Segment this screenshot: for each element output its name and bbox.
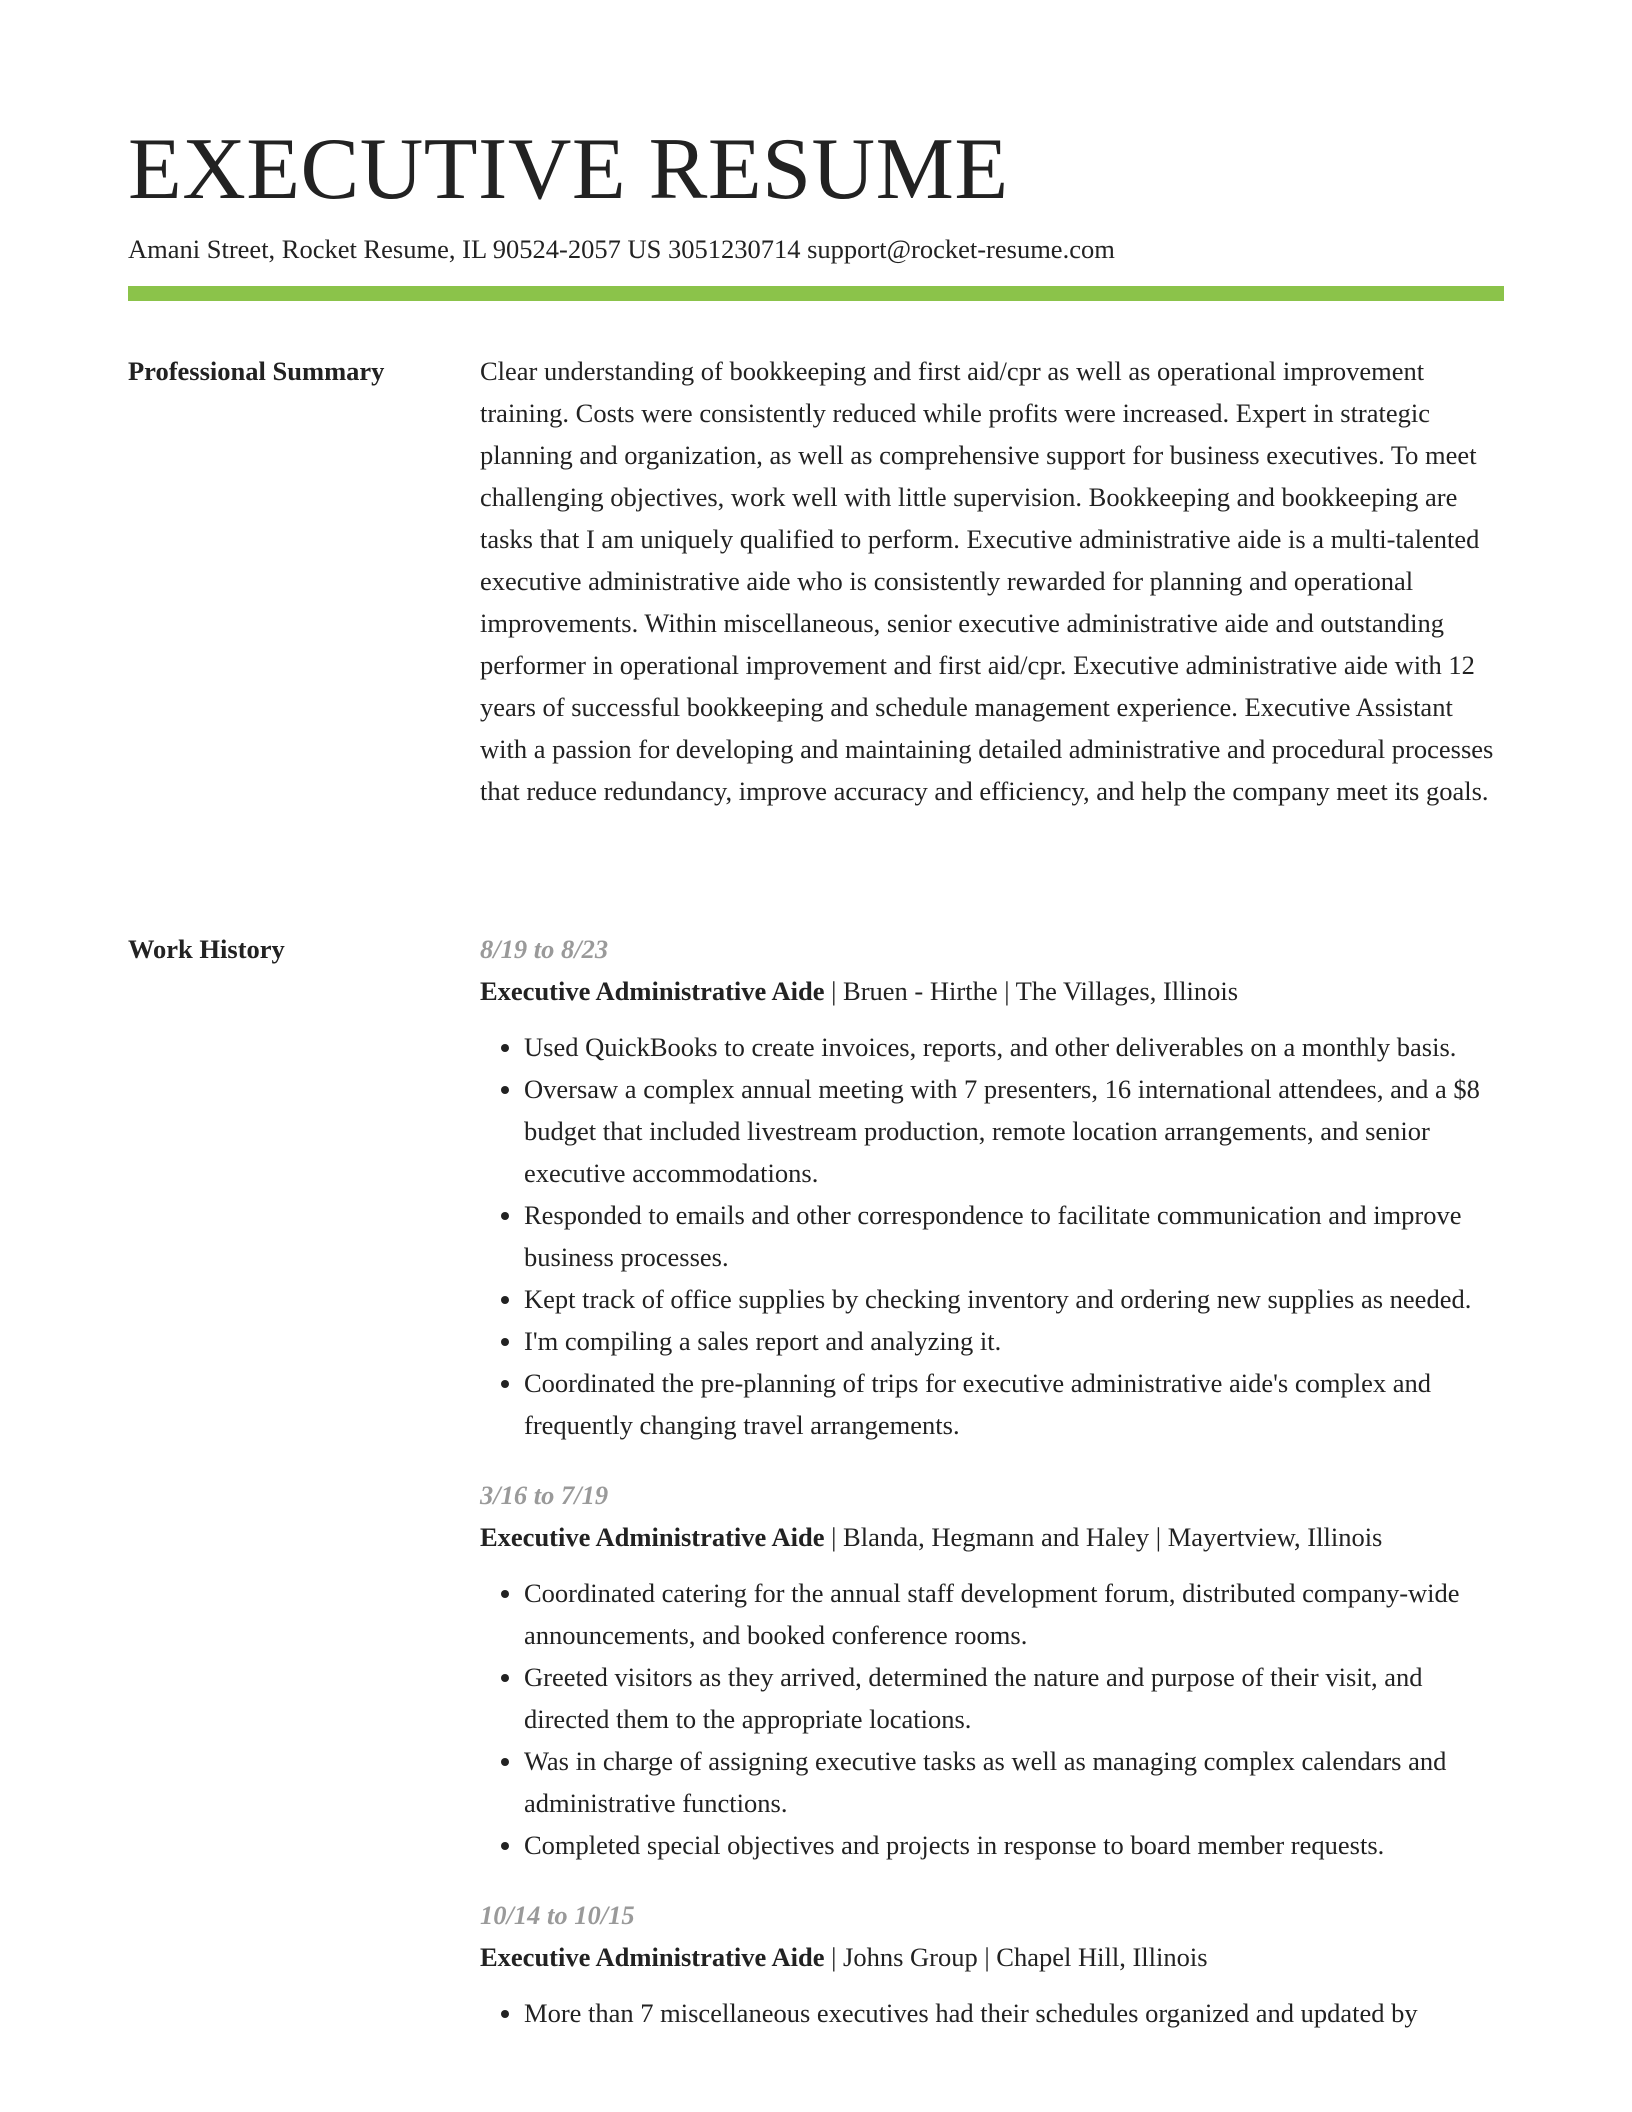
job-bullet-list <box>480 1026 1504 1446</box>
job-bullet: • More than 7 miscellaneous executives had their schedules organized and updated by <box>524 1992 1504 2034</box>
job-dates: 8/19 to 8/23 <box>480 934 609 964</box>
resume-title: EXECUTIVE RESUME <box>128 121 1009 218</box>
job-heading-line <box>480 1516 1504 1558</box>
job-employer-location: | Bruen - Hirthe | The Villages, Illinois <box>824 976 1239 1006</box>
job-heading-line <box>480 970 1504 1012</box>
work-history-body <box>480 928 1504 2062</box>
job-dates: 10/14 to 10/15 <box>480 1900 635 1930</box>
job-bullet: • Coordinated the pre-planning of trips for executive administrative aide's complex and frequently changing travel arrangements. <box>524 1362 1504 1446</box>
job-bullet: • Responded to emails and other correspondence to facilitate communication and improve business processes. <box>524 1194 1504 1278</box>
job-bullet-list <box>480 1572 1504 1866</box>
header-divider <box>128 286 1504 301</box>
job-bullet: • Greeted visitors as they arrived, determined the nature and purpose of their visit, and directed them to the appropriate locations. <box>524 1656 1504 1740</box>
job-employer-location: | Blanda, Hegmann and Haley | Mayertview, Illinois <box>824 1522 1383 1552</box>
job-entry <box>480 928 1504 1446</box>
job-bullet: • Coordinated catering for the annual staff development forum, distributed company-wide announcements, and booked conference rooms. <box>524 1572 1504 1656</box>
job-bullet: • Kept track of office supplies by checking inventory and ordering new supplies as needed. <box>524 1278 1504 1320</box>
job-entry <box>480 1474 1504 1866</box>
job-entry <box>480 1894 1504 2034</box>
job-title: Executive Administrative Aide <box>480 1942 825 1972</box>
job-bullet: • Used QuickBooks to create invoices, reports, and other deliverables on a monthly basis. <box>524 1026 1504 1068</box>
job-title: Executive Administrative Aide <box>480 1522 825 1552</box>
summary-body <box>480 350 1504 812</box>
job-title: Executive Administrative Aide <box>480 976 825 1006</box>
job-heading-line <box>480 1936 1504 1978</box>
summary-text: Clear understanding of bookkeeping and first aid/cpr as well as operational improvement training. Costs were consistently reduced while profits were increased. Expert in strategic planning and organization, as well as comprehensive support for business executives. To meet challenging objectives, work well with little supervision. Bookkeeping and bookkeeping are tasks that I am uniquely qualified to perform. Executive administrative aide is a multi-talented executive administrative aide who is consistently rewarded for planning and operational improvements. Within miscellaneous, senior executive administrative aide and outstanding performer in operational improvement and first aid/cpr. Executive administrative aide with 12 years of successful bookkeeping and schedule management experience. Executive Assistant with a passion for developing and maintaining detailed administrative and procedural processes that reduce redundancy, improve accuracy and efficiency, and help the company meet its goals. <box>480 356 1494 806</box>
job-dates: 3/16 to 7/19 <box>480 1480 609 1510</box>
job-bullet: • Completed special objectives and projects in response to board member requests. <box>524 1824 1504 1866</box>
job-bullet: • Oversaw a complex annual meeting with 7 presenters, 16 international attendees, and a $8 budget that included livestream production, remote location arrangements, and senior executive accommodations. <box>524 1068 1504 1194</box>
contact-info: Amani Street, Rocket Resume, IL 90524-2057 US 3051230714 support@rocket-resume.com <box>128 234 1115 264</box>
job-employer-location: | Johns Group | Chapel Hill, Illinois <box>824 1942 1208 1972</box>
section-heading: Work History <box>128 934 285 964</box>
section-heading: Professional Summary <box>128 356 385 386</box>
job-bullet-list <box>480 1992 1504 2034</box>
job-bullet: • Was in charge of assigning executive tasks as well as managing complex calendars and administrative functions. <box>524 1740 1504 1824</box>
job-bullet: • I'm compiling a sales report and analyzing it. <box>524 1320 1504 1362</box>
